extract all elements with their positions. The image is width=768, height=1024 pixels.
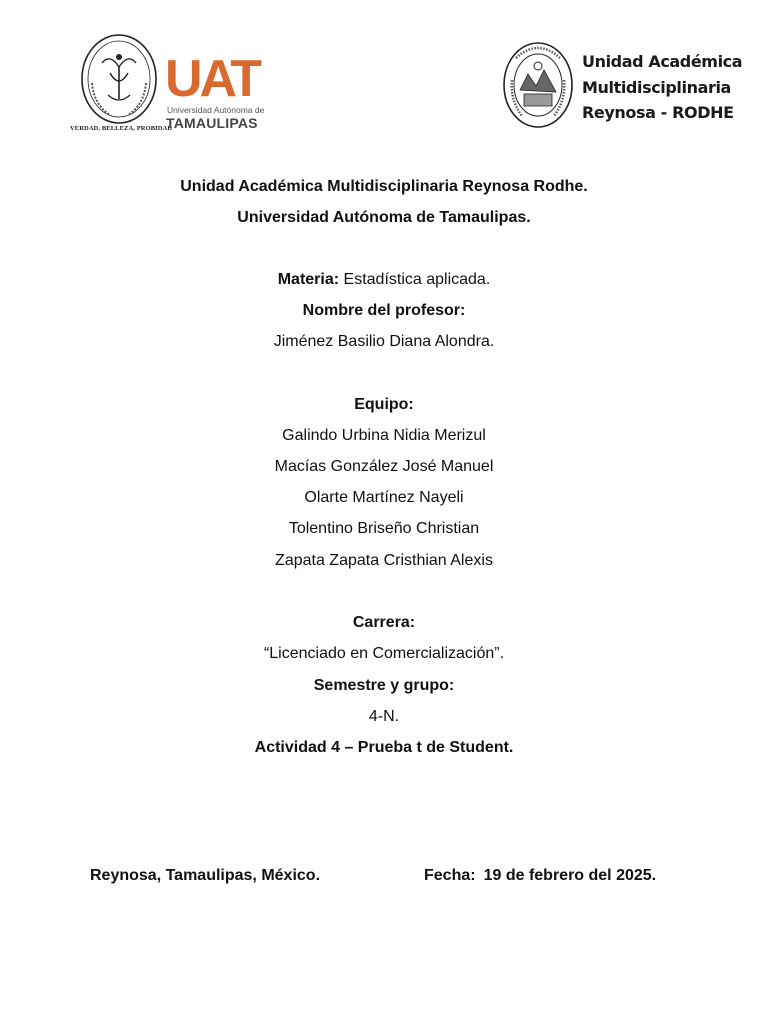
carrera-label: Carrera: — [352, 614, 416, 631]
activity-title: Actividad 4 – Prueba t de Student. — [254, 739, 514, 756]
academic-unit-name — [582, 49, 742, 126]
university-seal-logo — [80, 33, 158, 125]
uat-logo — [165, 50, 277, 134]
materia-label: Materia: — [277, 271, 340, 288]
carrera-value: “Licenciado en Comercialización”. — [263, 645, 505, 662]
academic-unit-line-1: Unidad Académica — [582, 52, 743, 71]
academic-unit-line-3: Reynosa - RODHE — [582, 103, 734, 122]
semestre-value: 4-N. — [368, 708, 400, 725]
semestre-label: Semestre y grupo: — [313, 677, 455, 694]
academic-unit-seal-logo — [502, 40, 574, 130]
team-member: Zapata Zapata Cristhian Alexis — [275, 552, 493, 569]
team-member: Galindo Urbina Nidia Merizul — [282, 427, 486, 444]
uat-logo-mark: UAT — [165, 50, 260, 108]
profesor-name: Jiménez Basilio Diana Alondra. — [273, 333, 495, 350]
profesor-label: Nombre del profesor: — [302, 302, 466, 319]
academic-unit-line-2: Multidisciplinaria — [582, 77, 731, 97]
date-label: Fecha: — [424, 867, 476, 884]
equipo-label: Equipo: — [354, 396, 414, 413]
title-line-1: Unidad Académica Multidisciplinaria Reynosa Rodhe. — [180, 178, 588, 195]
footer-location: Reynosa, Tamaulipas, México. — [90, 867, 321, 884]
uat-logo-name: TAMAULIPAS — [166, 115, 258, 131]
date-value: 19 de febrero del 2025. — [483, 867, 657, 884]
materia-line — [0, 270, 768, 290]
seal-motto: VERDAD, BELLEZA, PROBIDAD — [70, 125, 173, 132]
title-line-2: Universidad Autónoma de Tamaulipas. — [237, 209, 531, 226]
materia-value: Estadística aplicada. — [339, 271, 491, 288]
footer-date — [424, 866, 656, 886]
uat-logo-subtitle: Universidad Autónoma de — [167, 105, 265, 115]
team-member: Tolentino Briseño Christian — [288, 520, 480, 537]
team-member: Macías González José Manuel — [274, 458, 494, 475]
team-member: Olarte Martínez Nayeli — [304, 489, 464, 506]
